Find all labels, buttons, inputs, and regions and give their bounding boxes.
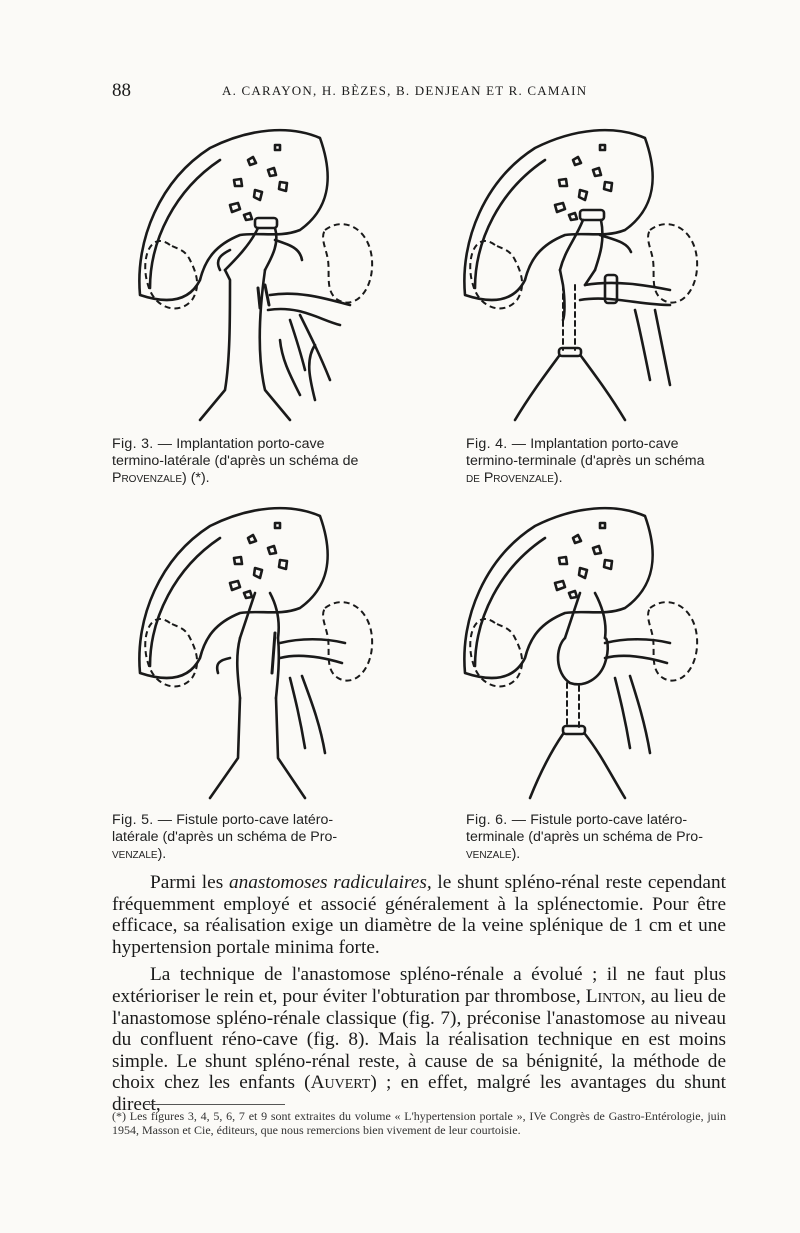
p2-author-linton: Linton bbox=[585, 985, 641, 1007]
figure-5-illustration bbox=[130, 498, 390, 808]
figure-6-caption-line: terminale (d'après un schéma de Pro- bbox=[466, 829, 703, 845]
page-header bbox=[112, 80, 632, 104]
figure-6-label: Fig. 6. — bbox=[466, 812, 527, 828]
figure-3-illustration bbox=[130, 120, 390, 430]
figure-3-caption bbox=[112, 436, 402, 487]
figure-6-caption bbox=[466, 812, 736, 863]
figure-4-caption bbox=[466, 436, 736, 487]
figure-5-caption-line: venzale). bbox=[112, 846, 167, 862]
figure-4-illustration bbox=[455, 120, 715, 430]
p2-text-c: ) ; en effet, malgré les avantages du shunt direct, bbox=[112, 1072, 727, 1115]
figure-4-caption-line: de Provenzale). bbox=[466, 470, 563, 486]
figure-5-label: Fig. 5. — bbox=[112, 812, 173, 828]
figure-4-caption-line: Implantation porto-cave bbox=[530, 436, 679, 452]
figure-3-caption-line: Implantation porto-cave bbox=[176, 436, 325, 452]
figure-3-caption-line: Provenzale) (*). bbox=[112, 470, 210, 486]
paragraph-1 bbox=[112, 872, 726, 958]
figure-3-label: Fig. 3. — bbox=[112, 436, 173, 452]
paragraph-2 bbox=[112, 964, 726, 1115]
body-text bbox=[112, 872, 726, 1122]
footnote: (*) Les figures 3, 4, 5, 6, 7 et 9 sont extraites du volume « L'hypertension portale », IVe Congrès de Gastro-Entérologie, juin 1954, Masson et Cie, éditeurs, que nous remercions bien vivement de leur courtoisie. bbox=[112, 1109, 726, 1137]
p2-text-a: La technique de l'anastomose spléno-rénale a évolué ; il ne faut plus extérioriser le rein et, pour éviter l'obturation par thrombose, bbox=[112, 964, 726, 1007]
figure-6-illustration bbox=[455, 498, 715, 808]
figure-4-label: Fig. 4. — bbox=[466, 436, 527, 452]
figure-4-caption-line: termino-terminale (d'après un schéma bbox=[466, 453, 705, 469]
figure-5-caption-line: latérale (d'après un schéma de Pro- bbox=[112, 829, 338, 845]
p1-text-a: Parmi les bbox=[150, 872, 229, 893]
figure-5-caption-line: Fistule porto-cave latéro- bbox=[176, 812, 334, 828]
figure-3-caption-line: termino-latérale (d'après un schéma de bbox=[112, 453, 359, 469]
p1-italic-term: anastomoses radiculaires, bbox=[228, 872, 432, 893]
footnote-rule bbox=[145, 1104, 285, 1105]
page-number: 88 bbox=[112, 80, 131, 101]
p2-text-b: , au lieu de l'anastomose spléno-rénale classique (fig. 7), préconise l'anastomose au niveau du confluent réno-cave (fig. 8). Mais la réalisation technique en est moins simple. Le shunt spléno-rénal reste, à cause de sa bénignité, la méthode de choix chez les enfants ( bbox=[112, 985, 726, 1094]
figure-6-caption-line: Fistule porto-cave latéro- bbox=[530, 812, 688, 828]
p2-author-auvert: Auvert bbox=[310, 1072, 371, 1094]
running-head: A. CARAYON, H. BÈZES, B. DENJEAN ET R. CAMAIN bbox=[222, 83, 588, 98]
p1-text-b: le shunt spléno-rénal reste cependant fréquemment employé et associé généralement à la splénectomie. Pour être efficace, sa réalisation exige un diamètre de la veine splénique de 1 cm et une hypertension portale minima forte. bbox=[112, 872, 726, 958]
figure-5-caption bbox=[112, 812, 392, 863]
figure-6-caption-line: venzale). bbox=[466, 846, 521, 862]
